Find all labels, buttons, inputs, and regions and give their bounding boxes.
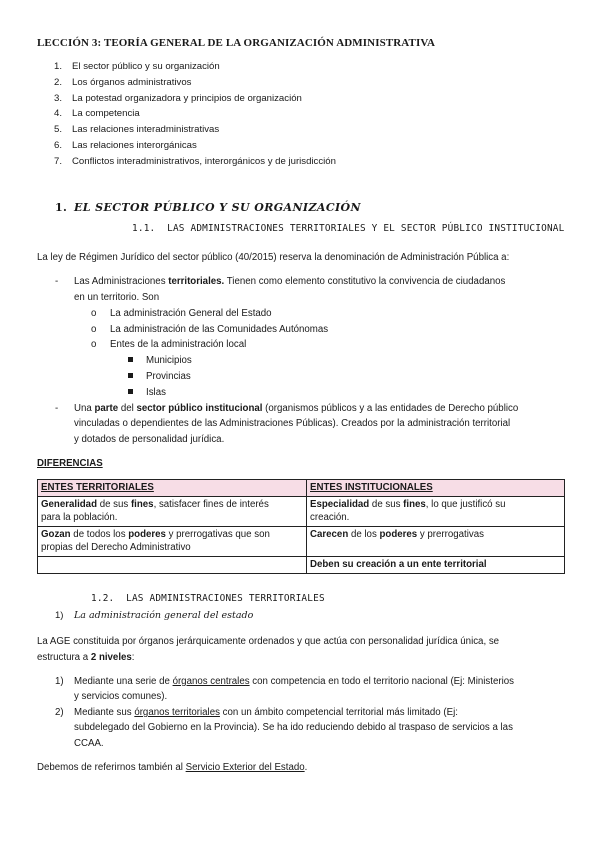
numbered-item-cont: y servicios comunes). <box>74 691 168 702</box>
table-row <box>38 496 565 526</box>
toc-item: 4. La competencia <box>54 108 140 120</box>
table-header-cell: ENTES INSTITUCIONALES <box>307 480 565 497</box>
toc-item: 5. Las relaciones interadministrativas <box>54 124 220 136</box>
sub-subsection-heading: 1) La administración general del estado <box>55 610 254 621</box>
subsection-heading: 1.1. LAS ADMINISTRACIONES TERRITORIALES Y EL SECTOR PÚBLICO INSTITUCIONAL <box>132 223 565 234</box>
paragraph: estructura a 2 niveles: <box>37 652 135 663</box>
table-cell: Deben su creación a un ente territorial <box>307 556 565 573</box>
bullet-institucional-cont: y dotados de personalidad jurídica. <box>74 434 225 445</box>
bullet-territoriales: - Las Administraciones territoriales. Tienen como elemento constitutivo la convivencia de ciudadanos <box>55 276 506 287</box>
section-heading: 1. EL SECTOR PÚBLICO Y SU ORGANIZACIÓN <box>55 201 361 214</box>
lesson-title: LECCIÓN 3: TEORÍA GENERAL DE LA ORGANIZACIÓN ADMINISTRATIVA <box>37 37 436 49</box>
square-bullet-icon <box>128 373 133 378</box>
bullet-institucional: - Una parte del sector público institucional (organismos públicos y a las entidades de Derecho público <box>55 403 519 414</box>
square-bullet-icon <box>128 357 133 362</box>
intro-paragraph: La ley de Régimen Jurídico del sector público (40/2015) reserva la denominación de Administración Pública a: <box>37 252 510 263</box>
toc-item: 6. Las relaciones interorgánicas <box>54 139 197 151</box>
toc-item: 1. El sector público y su organización <box>54 61 220 72</box>
table-row <box>38 556 565 573</box>
list-item: Municipios <box>128 353 192 369</box>
table-cell: Generalidad de sus fines, satisfacer fines de interés para la población. <box>38 496 307 526</box>
list-item: o Entes de la administración local <box>91 339 247 350</box>
table-row <box>38 526 565 556</box>
bullet-territoriales-cont: en un territorio. Son <box>74 292 160 303</box>
bullet-institucional-cont: vinculadas o dependientes de las Administraciones Públicas). Creados por la administración territorial <box>74 418 511 429</box>
subsection-heading: 1.2. LAS ADMINISTRACIONES TERRITORIALES <box>91 593 325 604</box>
paragraph: La AGE constituida por órganos jerárquicamente ordenados y que actúa con personalidad jurídica única, se <box>37 636 500 647</box>
list-item: Islas <box>128 385 166 401</box>
numbered-item: 1) Mediante una serie de órganos centrales con competencia en todo el territorio nacional (Ej: Ministerios <box>55 676 514 687</box>
table-cell: Especialidad de sus fines, lo que justificó su creación. <box>307 496 565 526</box>
table-cell: Gozan de todos los poderes y prerrogativas que son propias del Derecho Administrativo <box>38 526 307 556</box>
toc-item: 2. Los órganos administrativos <box>54 76 192 88</box>
square-bullet-icon <box>128 389 133 394</box>
numbered-item-cont: subdelegado del Gobierno en la Provincia). Se ha ido reduciendo debido al traspaso de servicios a las <box>74 722 513 733</box>
toc-item: 3. La potestad organizadora y principios de organización <box>54 92 302 104</box>
list-item: o La administración General del Estado <box>91 308 272 319</box>
table-header-row <box>38 480 565 497</box>
toc-item: 7. Conflictos interadministrativos, interorgánicos y de jurisdicción <box>54 155 336 167</box>
differences-table <box>37 479 565 574</box>
numbered-item: 2) Mediante sus órganos territoriales con un ámbito competencial territorial más limitado (Ej: <box>55 707 458 718</box>
list-item: o La administración de las Comunidades Autónomas <box>91 324 329 335</box>
table-header-cell: ENTES TERRITORIALES <box>38 480 307 497</box>
list-item: Provincias <box>128 369 191 385</box>
table-cell <box>38 556 307 573</box>
table-of-contents <box>54 60 336 171</box>
table-cell: Carecen de los poderes y prerrogativas <box>307 526 565 556</box>
closing-paragraph: Debemos de referirnos también al Servicio Exterior del Estado. <box>37 762 308 773</box>
differences-title: DIFERENCIAS <box>37 458 103 469</box>
numbered-item-cont: CCAA. <box>74 738 104 749</box>
